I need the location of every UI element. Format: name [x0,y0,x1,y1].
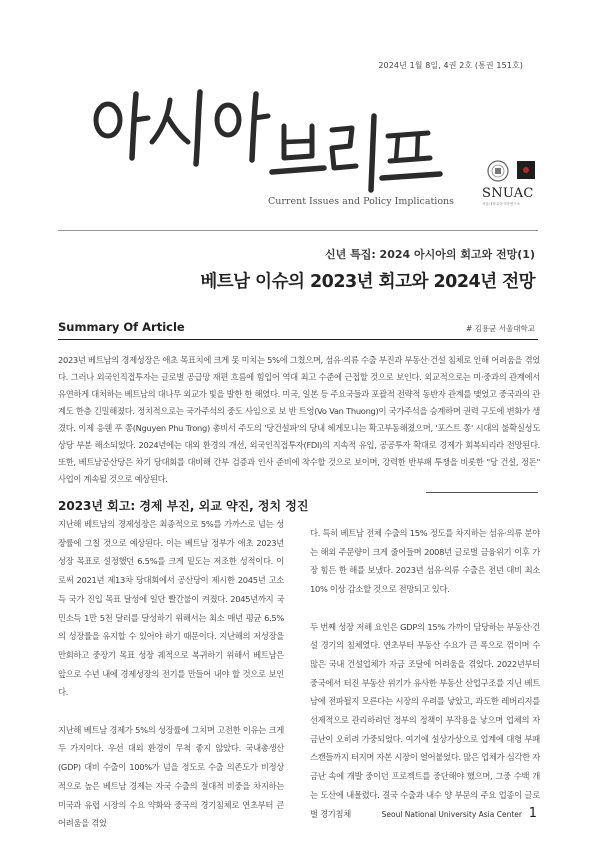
header-divider [58,230,538,231]
column-divider [426,492,538,493]
body-paragraph: 다. 특히 베트남 전체 수출의 15% 정도를 차지하는 섬유·의류 분야는 해외 주문량이 크게 줄어들며 2008년 글로벌 금융위기 이후 가장 힘든 한 해를 보냈다. 2023년 섬유·의류 수출은 전년 대비 최소 10% 이상 감소할 것으로 전망되고 있다. [310,528,540,595]
summary-text: 2023년 베트남의 경제성장은 애초 목표치에 크게 못 미치는 5%에 그쳤으며, 섬유·의류 수출 부진과 부동산·건설 침체로 인해 어려움을 겪었다. 그러나 외국인직접투자는 글로벌 공급망 재편 흐름에 힘입어 역대 최고 수준에 근접할 것으로 보인다. 외교적으로는 미·중과의 관계에서 유연하게 대처하는 베트남의 대나무 외교가 빛을 발한 한 해였다. 미국, 일본 등 주요국들과 포괄적 전략적 동반자 관계를 맺었고 중국과의 관계도 한층 긴밀해졌다. 정치적으로는 국가주석의 중도 사임으로 보 반 트엉(Vo Van Thuong)이 국가주석을 승계하며 권력 구도에 변화가 생겼다. 이제 응웬 푸 쫑(Nguyen Phu Trong) 총비서 주도의 '당건설파'의 당내 헤게모니는 확고부동해졌으며, '포스트 쫑' 시대의 불확실성도 상당 부분 해소되었다. 2024년에는 대외 환경의 개선, 외국인직접투자(FDI)의 지속적 유입, 공공투자 확대로 경제가 회복되리라 전망된다. 또한, 베트남공산당은 차기 당대회를 대비해 간부 검증과 인사 준비에 착수할 것으로 보이며, 강력한 반부패 투쟁을 비롯한 "당 건설, 정돈" 사업이 계속될 것으로 예상된다. [58,355,540,484]
body-paragraph: 지난해 베트남의 경제성장은 최종적으로 5%를 가까스로 넘는 성장률에 그칠 것으로 예상된다. 이는 베트남 정부가 애초 2023년 성장 목표로 설정했던 6.5%를 크게 밑도는 저조한 성적이다. 이로써 2021년 제13차 당대회에서 공산당이 제시한 2045년 고소득 국가 진입 목표 달성에 일단 빨간불이 켜졌다. 2045년까지 국민소득 1만 5천 달러를 달성하기 위해서는 최소 매년 평균 6.5%의 성장률을 유지할 수 있어야 하기 때문이다. 지난해의 저성장을 만회하고 중장기 목표 성장 궤적으로 복귀하기 위해서 베트남은 앞으로 수년 내에 경제성장의 전기를 만들어 내야 할 것으로 보인다. [58,519,284,698]
snuac-emblem-icon [487,158,537,186]
snuac-logo-text: SNUAC [482,186,534,201]
body-paragraph: 지난해 베트남 경제가 5%의 성장률에 그치며 고전한 이유는 크게 두 가지이다. 우선 대외 환경이 무척 좋지 않았다. 국내총생산(GDP) 대비 수출이 100%가 넘을 정도로 수출 의존도가 비정상적으로 높은 베트남 경제는 자국 수출의 절대적 비중을 차지하는 미국과 유럽 시장의 수요 약화와 중국의 경기침체로 연초부터 큰 어려움을 겪었 [58,724,284,829]
asia-brief-logo [88,86,468,206]
issue-info: 2024년 1월 8일, 4권 2호 (통권 151호) [378,61,523,70]
footer-organization: Seoul National University Asia Center [381,810,522,819]
snuac-logo-subtext: 서울대학교아시아연구소 [482,202,521,206]
summary-heading: Summary Of Article [58,320,185,334]
article-title: 베트남 이슈의 2023년 회고와 2024년 전망 [200,272,535,292]
left-column [58,515,284,852]
author-byline: # 김용균 서울대학교 [465,324,535,333]
right-column [310,524,540,842]
tagline: Current Issues and Policy Implications [268,196,455,207]
page-number: 1 [528,806,537,821]
section-heading: 2023년 회고: 경제 부진, 외교 약진, 정치 정진 [58,499,309,513]
body-paragraph: 두 번째 성장 저해 요인은 GDP의 15% 가까이 담당하는 부동산·건설 경기의 침체였다. 연초부터 부동산 수요가 큰 폭으로 꺾이며 수많은 국내 건설업체가 자금 조달에 어려움을 겪었다. 2022년부터 중국에서 터진 부동산 위기가 유사한 부동산 산업구조를 지닌 베트남에 전파될지 모른다는 시장의 우려를 낳았고, 과도한 레버리지를 선제적으로 관리하려던 정부의 정책이 부작용을 낳으며 업체의 자금난이 오히려 가중되었다. 여기에 설상가상으로 업계에 대형 부패 스캔들까지 터지며 자본 시장이 얼어붙었다. 많은 업체가 심각한 자금난 속에 개발 중이던 프로젝트를 중단해야 했으며, 그중 수백 개는 도산에 내몰렸다. 결국 수출과 내수 양 부문의 주요 업종이 글로벌 경기침체 [310,621,540,819]
summary-divider [58,339,538,340]
special-issue-label: 신년 특집: 2024 아시아의 회고와 전망(1) [324,248,535,261]
